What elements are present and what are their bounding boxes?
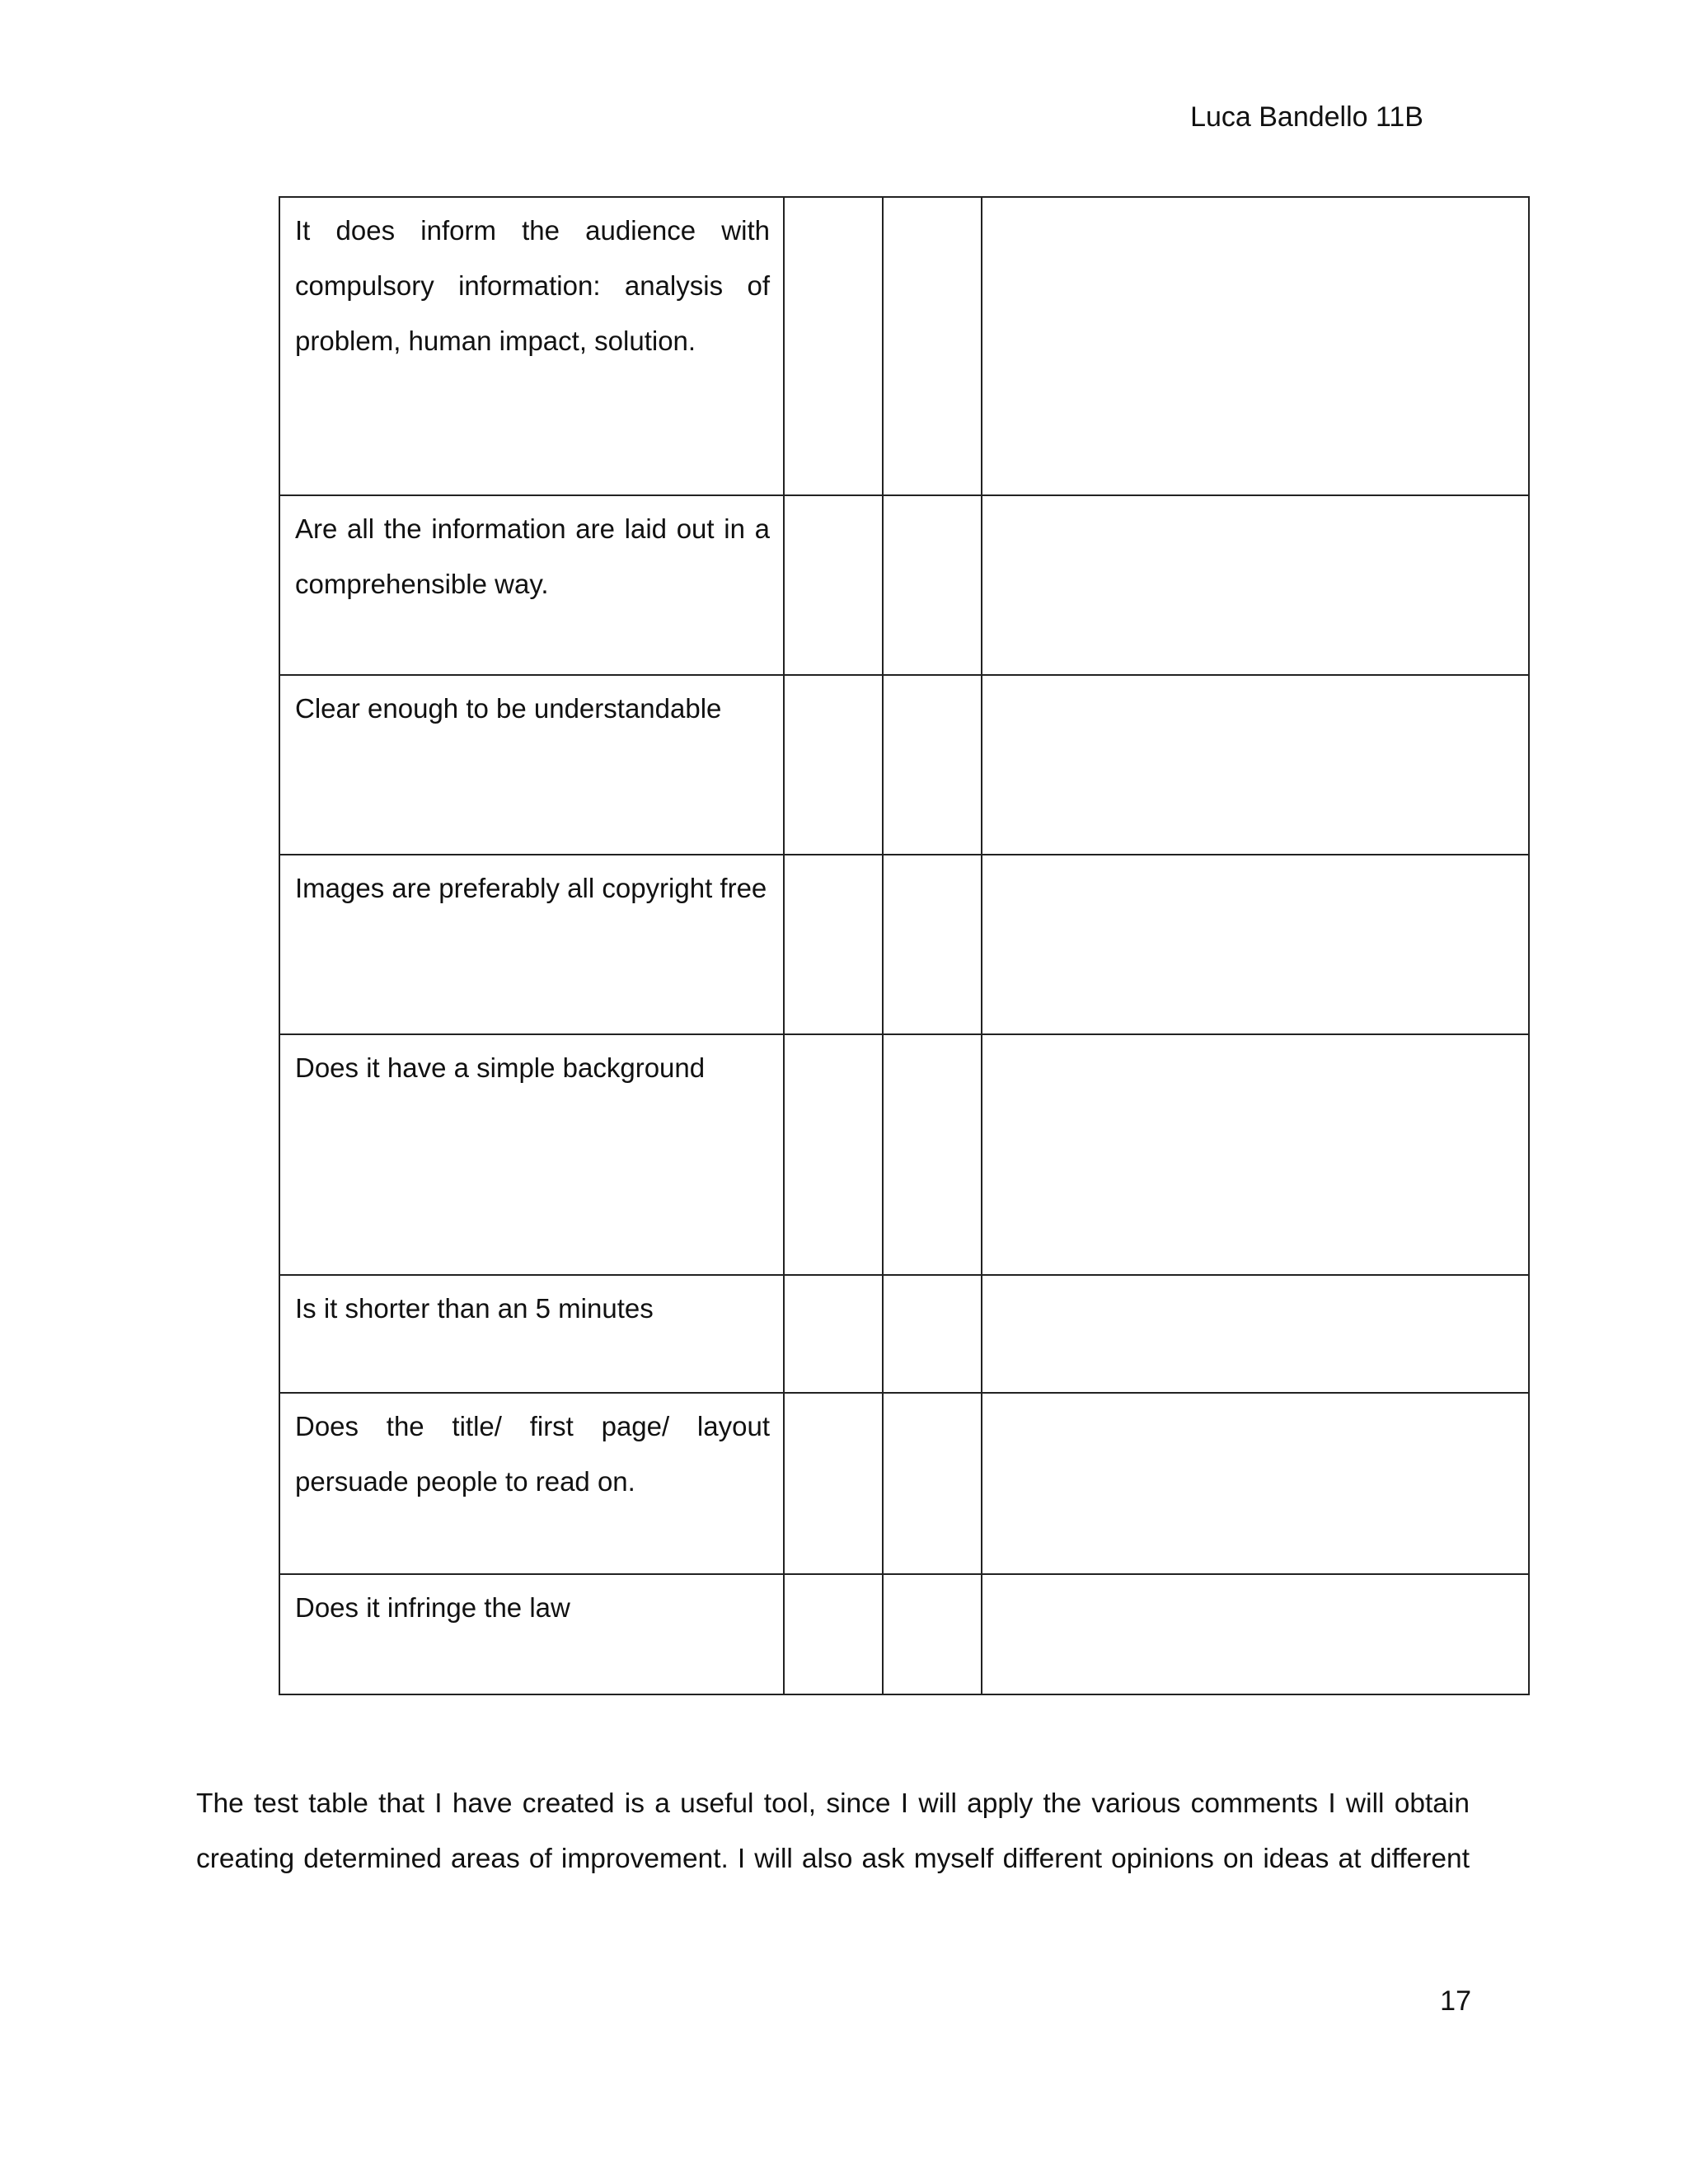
check-cell	[883, 1574, 982, 1694]
comments-cell	[982, 1574, 1529, 1694]
check-cell	[883, 1275, 982, 1393]
check-cell	[784, 1034, 883, 1275]
criterion-cell	[279, 1275, 784, 1393]
table-row	[279, 1275, 1529, 1393]
table-row	[279, 1393, 1529, 1574]
criterion-cell	[279, 1034, 784, 1275]
check-cell	[784, 1393, 883, 1574]
table-row	[279, 1034, 1529, 1275]
criterion-text: Does it infringe the law	[295, 1592, 570, 1623]
criterion-text: Does the title/ first page/ layout persuade people to read on.	[295, 1411, 770, 1497]
criterion-text: Does it have a simple background	[295, 1052, 706, 1083]
comments-cell	[982, 855, 1529, 1034]
page-number: 17	[1440, 1985, 1471, 2017]
comments-cell	[982, 1275, 1529, 1393]
check-cell	[883, 197, 982, 495]
comments-cell	[982, 675, 1529, 855]
check-cell	[784, 675, 883, 855]
header-author: Luca Bandello 11B	[1190, 101, 1423, 133]
check-cell	[784, 495, 883, 675]
body-paragraph: The test table that I have created is a useful tool, since I will apply the various comments I will obtain creating determined areas of improvement. I will also ask myself different opinions on ideas at different	[196, 1788, 1470, 1874]
test-table	[279, 196, 1530, 1695]
criterion-text: It does inform the audience with compulsory information: analysis of problem, human impact, solution.	[295, 215, 770, 356]
table-row	[279, 495, 1529, 675]
criterion-text: Clear enough to be understandable	[295, 693, 722, 724]
criterion-text: Is it shorter than an 5 minutes	[295, 1293, 654, 1324]
criterion-cell	[279, 197, 784, 495]
check-cell	[883, 495, 982, 675]
table-row	[279, 1574, 1529, 1694]
table-row	[279, 675, 1529, 855]
check-cell	[784, 855, 883, 1034]
table-row	[279, 855, 1529, 1034]
criterion-text: Images are preferably all copyright free	[295, 873, 767, 903]
check-cell	[883, 675, 982, 855]
check-cell	[883, 1393, 982, 1574]
check-cell	[784, 197, 883, 495]
check-cell	[883, 1034, 982, 1275]
check-cell	[883, 855, 982, 1034]
criterion-cell	[279, 1393, 784, 1574]
criterion-text: Are all the information are laid out in a comprehensible way.	[295, 513, 770, 599]
check-cell	[784, 1275, 883, 1393]
criterion-cell	[279, 855, 784, 1034]
comments-cell	[982, 1393, 1529, 1574]
comments-cell	[982, 495, 1529, 675]
table-row	[279, 197, 1529, 495]
criterion-cell	[279, 675, 784, 855]
comments-cell	[982, 197, 1529, 495]
criterion-cell	[279, 1574, 784, 1694]
check-cell	[784, 1574, 883, 1694]
criterion-cell	[279, 495, 784, 675]
comments-cell	[982, 1034, 1529, 1275]
